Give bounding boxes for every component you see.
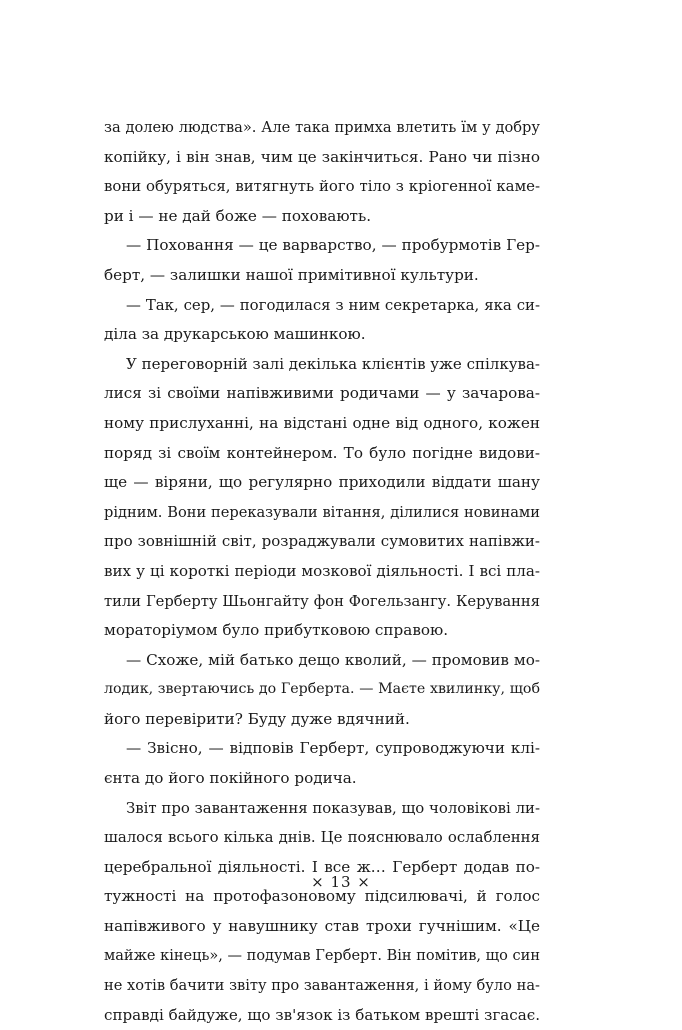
text-line: шалося всього кілька днів. Це пояснювало ослаблення (104, 828, 540, 847)
text-line: лися зі своїми напівживими родичами — у зачарова- (104, 384, 540, 403)
text-line: про зовнішній світ, розраджували сумовитих напівжи- (104, 532, 540, 551)
text-line: за долею людства». Але така примха влетить їм у добру (104, 119, 540, 136)
text-line: майже кінець», — подумав Герберт. Він помітив, що син (104, 947, 540, 964)
text-line: діла за друкарською машинкою. (104, 325, 366, 344)
text-line: церебральної діяльності. І все ж… Герберт додав по- (104, 857, 540, 876)
text-line: поряд зі своїм контейнером. То було погідне видови- (104, 443, 540, 462)
text-line: — Схоже, мій батько дещо кволий, — промовив мо- (126, 650, 540, 669)
text-line: ному прислуханні, на відстані одне від одного, кожен (104, 413, 540, 432)
text-line: У переговорній залі декілька клієнтів уже спілкува- (126, 354, 540, 373)
text-line: вони обуряться, витягнуть його тіло з кріогенної каме- (104, 177, 540, 196)
text-line: Звіт про завантаження показував, що чоловікові ли- (126, 798, 540, 817)
text-line: єнта до його покійного родича. (104, 769, 357, 788)
text-line: мораторіумом було прибутковою справою. (104, 621, 449, 640)
text-line: вих у ці короткі періоди мозкової діяльності. І всі пла- (104, 561, 540, 580)
text-line: ще — віряни, що регулярно приходили віддати шану (104, 473, 540, 492)
text-line: лодик, звертаючись до Герберта. — Маєте хвилинку, щоб (104, 681, 540, 698)
text-line: берт, — залишки нашої примітивної культури. (104, 265, 479, 284)
text-line: його перевірити? Буду дуже вдячний. (104, 709, 410, 728)
text-line: тили Герберту Шьонгайту фон Фогельзангу. Керування (104, 592, 540, 610)
text-line: справді байдуже, що зв'язок із батьком врешті згасає. (104, 1005, 540, 1024)
text-line: ри і — не дай боже — поховають. (104, 206, 372, 225)
text-line: — Звісно, — відповів Герберт, супроводжуючи клі- (126, 739, 540, 758)
text-line: не хотів бачити звіту про завантаження, і йому було на- (104, 977, 540, 995)
text-line: рідним. Вони переказували вітання, ділилися новинами (104, 503, 540, 521)
body-text (104, 113, 540, 1030)
page-number: × 13 × (311, 873, 371, 891)
text-line: напівживого у навушнику став трохи гучнішим. «Це (104, 917, 540, 936)
text-line: копійку, і він знав, чим це закінчиться. Рано чи пізно (104, 147, 540, 166)
text-line: — Поховання — це варварство, — пробурмотів Гер- (126, 236, 540, 255)
text-line: тужності на протофазоновому підсилювачі, й голос (104, 887, 540, 906)
text-line: — Так, сер, — погодилася з ним секретарка, яка си- (126, 295, 540, 314)
